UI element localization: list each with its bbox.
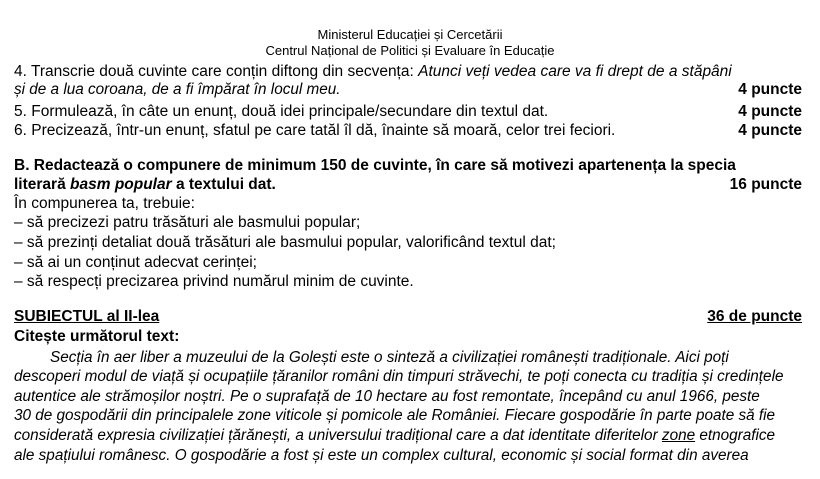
bullet-item: – să prezinți detaliat două trăsături ale basmului popular, valorificând textul dat; — [14, 234, 556, 251]
item-6-points: 4 puncte — [738, 122, 802, 139]
item-4-quote-cont: și de a lua coroana, de a fi împărat în locul meu. — [14, 81, 341, 98]
item-4-points: 4 puncte — [738, 81, 802, 98]
item-4-quote: Atunci veți vedea care va fi drept de a stăpâni — [418, 63, 732, 80]
header-center: Centrul Național de Politici și Evaluare în Educație — [265, 43, 555, 58]
item-6: 6. Precizează, într-un enunț, sfatul pe care tatăl îl dă, înainte să moară, celor trei feciori. — [14, 122, 616, 139]
section-b-intro: În compunerea ta, trebuie: — [14, 195, 195, 212]
section-b-points: 16 puncte — [729, 176, 802, 193]
header-ministry: Ministerul Educației și Cercetării — [317, 27, 503, 42]
bullet-item: – să ai un conținut adecvat cerinței; — [14, 254, 257, 271]
underlined-word: zone — [661, 427, 696, 444]
section-b-title-cont — [14, 176, 802, 194]
text-line: Secția în aer liber a muzeului de la Golești este o sinteză a civilizației românești tradiționale. Aici poți — [50, 349, 729, 366]
subject-2-title: SUBIECTUL al II-lea — [14, 308, 160, 325]
text-line-start: considerată expresia civilizației țărănești, a universului tradițional care a dat identitate diferitelor — [14, 427, 662, 444]
text-line: autentice ale strămoșilor noștri. Pe o suprafață de 10 hectare au fost remontate, începând cu anul 1966, peste — [14, 388, 760, 405]
text-line — [14, 427, 802, 445]
text-line: descoperi modul de viață și ocupațiile țăranilor români din timpuri străvechi, te poți conecta cu tradiția și credințele — [14, 368, 784, 385]
item-5: 5. Formulează, în câte un enunț, două idei principale/secundare din textul dat. — [14, 103, 549, 120]
item-4 — [14, 63, 802, 81]
text-line: ale spațiului românesc. O gospodărie a fost și este un complex cultural, economic și social format din averea — [14, 447, 749, 464]
read-instruction: Citește următorul text: — [14, 328, 180, 345]
section-b-title-pre: literară — [14, 176, 71, 193]
item-4-prefix: 4. Transcrie două cuvinte care conțin diftong din secvența: — [14, 63, 419, 80]
section-b-title-italic: basm popular — [70, 176, 172, 193]
bullet-item: – să respecți precizarea privind numărul minim de cuvinte. — [14, 273, 414, 290]
section-b-title: B. Redactează o compunere de minimum 150 de cuvinte, în care să motivezi apartenența la specia — [14, 157, 736, 174]
subject-2-points: 36 de puncte — [707, 308, 802, 325]
section-b-title-post: a textului dat. — [171, 176, 276, 193]
text-line: 30 de gospodării din principalele zone viticole și pomicole ale României. Fiecare gospodărie în parte poate să fie — [14, 407, 776, 424]
bullet-item: – să precizezi patru trăsături ale basmului popular; — [14, 214, 361, 231]
item-5-points: 4 puncte — [738, 103, 802, 120]
text-line-end: etnografice — [695, 427, 776, 444]
